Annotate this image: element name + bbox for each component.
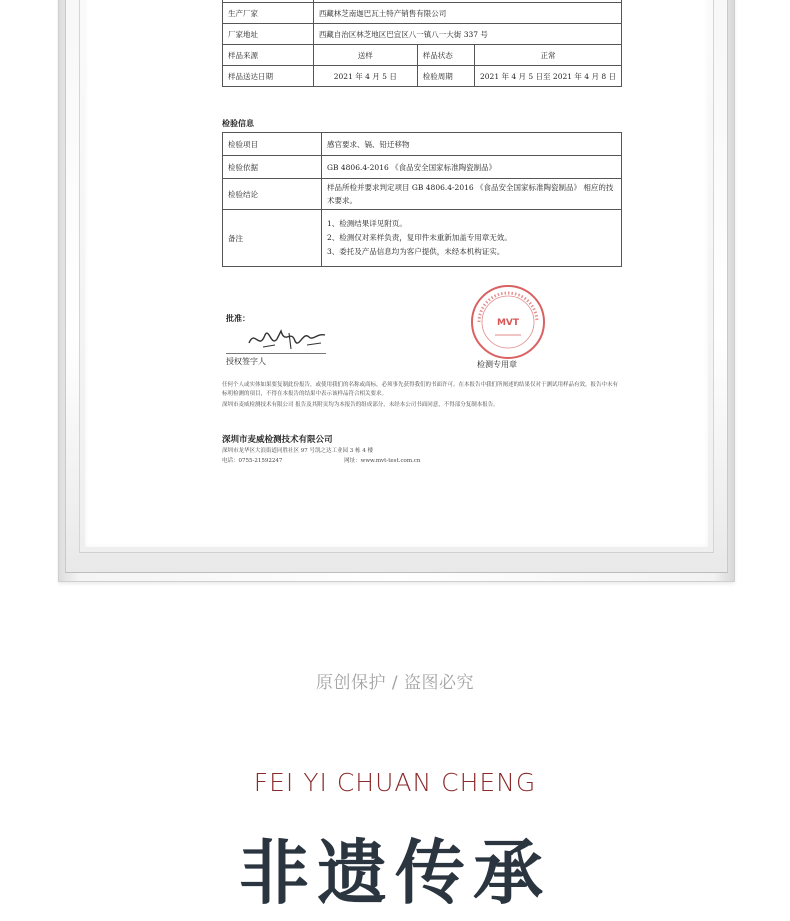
manufacturer-label: 生产厂家 — [223, 3, 314, 24]
remarks-value — [322, 210, 622, 267]
approval-label: 批准： — [226, 313, 250, 323]
company-name: 深圳市麦威检测技术有限公司 — [222, 435, 333, 445]
sample-status-value: 正常 — [475, 45, 622, 66]
inspection-item-value: 感官要求、镉、铅迁移物 — [322, 133, 622, 156]
sample-status-label: 样品状态 — [417, 45, 474, 66]
company-website: 网址：www.mvt-test.com.cn — [344, 458, 421, 464]
official-seal-icon — [469, 283, 547, 361]
company-phone: 电话：0755-21592247 — [222, 458, 283, 464]
inspection-period-value: 2021 年 4 月 5 日至 2021 年 4 月 8 日 — [475, 66, 622, 87]
company-address: 深圳市龙华区大浪街道同胜社区 97 号凯之达工业园 3 栋 4 楼 — [222, 448, 373, 454]
inspection-basis-value: GB 4806.4-2016 《食品安全国家标准陶瓷制品》 — [322, 156, 622, 179]
table-row — [223, 210, 622, 267]
conclusion-label: 检验结论 — [223, 179, 322, 210]
signer-label: 授权签字人 — [226, 357, 266, 366]
address-value: 西藏自治区林芝地区巴宜区八一镇八一大街 337 号 — [313, 24, 621, 45]
table-row — [223, 66, 622, 87]
sample-source-value: 送样 — [313, 45, 417, 66]
table-row — [223, 133, 622, 156]
inspection-info-table — [222, 132, 622, 267]
sample-source-label: 样品来源 — [223, 45, 314, 66]
section-heading: 非遗传承 — [239, 831, 551, 914]
table-row — [223, 156, 622, 179]
inspection-basis-label: 检验依据 — [223, 156, 322, 179]
remarks-label: 备注 — [223, 210, 322, 267]
inspection-period-label: 检验周期 — [417, 66, 474, 87]
inspection-info-title: 检验信息 — [222, 118, 254, 128]
certificate-frame — [58, 0, 735, 582]
svg-text:MVT: MVT — [496, 318, 520, 328]
table-row — [223, 24, 622, 45]
remark-line: 1、检测结果详见附页。 — [327, 219, 407, 228]
sample-info-table — [222, 0, 622, 87]
table-row — [223, 3, 622, 24]
table-row — [223, 179, 622, 210]
fine-print: 深圳市麦威检测技术有限公司 报告及其附页均为本报告的组成部分，未经本公司书面同意，不得部分复制本报告。 — [222, 402, 499, 408]
inspection-item-label: 检验项目 — [223, 133, 322, 156]
table-row — [223, 45, 622, 66]
conclusion-value: 样品所检并要求判定项目 GB 4806.4-2016 《食品安全国家标准陶瓷制品》 相应的技术要求。 — [322, 179, 622, 210]
sample-date-value: 2021 年 4 月 5 日 — [313, 66, 417, 87]
copyright-notice: 原创保护 / 盗图必究 — [315, 673, 475, 693]
manufacturer-value: 西藏林芝南迦巴瓦土特产销售有限公司 — [313, 3, 621, 24]
sample-date-label: 样品送达日期 — [223, 66, 314, 87]
signature-line — [226, 353, 326, 354]
seal-label: 检测专用章 — [477, 360, 517, 369]
company-contact — [222, 456, 480, 464]
fine-print: 任何个人或实体如果要复制此份报告，或使用我们的名称或商标，必须事先获得我们的书面许可。在本报告中我们所阐述的结果仅对于测试用样品有效，报告中未有标明检测的项目，不得在本报告的结果中表示该样品符合相关要求。 — [222, 382, 619, 397]
remark-line: 3、委托及产品信息均为客户提供，未经本机构证实。 — [327, 247, 505, 256]
remark-line: 2、检测仅对来样负责，复印件未重新加盖专用章无效。 — [327, 233, 512, 242]
address-label: 厂家地址 — [223, 24, 314, 45]
pinyin-subtitle: FEI YI CHUAN CHENG — [253, 768, 537, 797]
handwritten-signature — [245, 321, 335, 355]
certificate-paper — [85, 0, 708, 547]
